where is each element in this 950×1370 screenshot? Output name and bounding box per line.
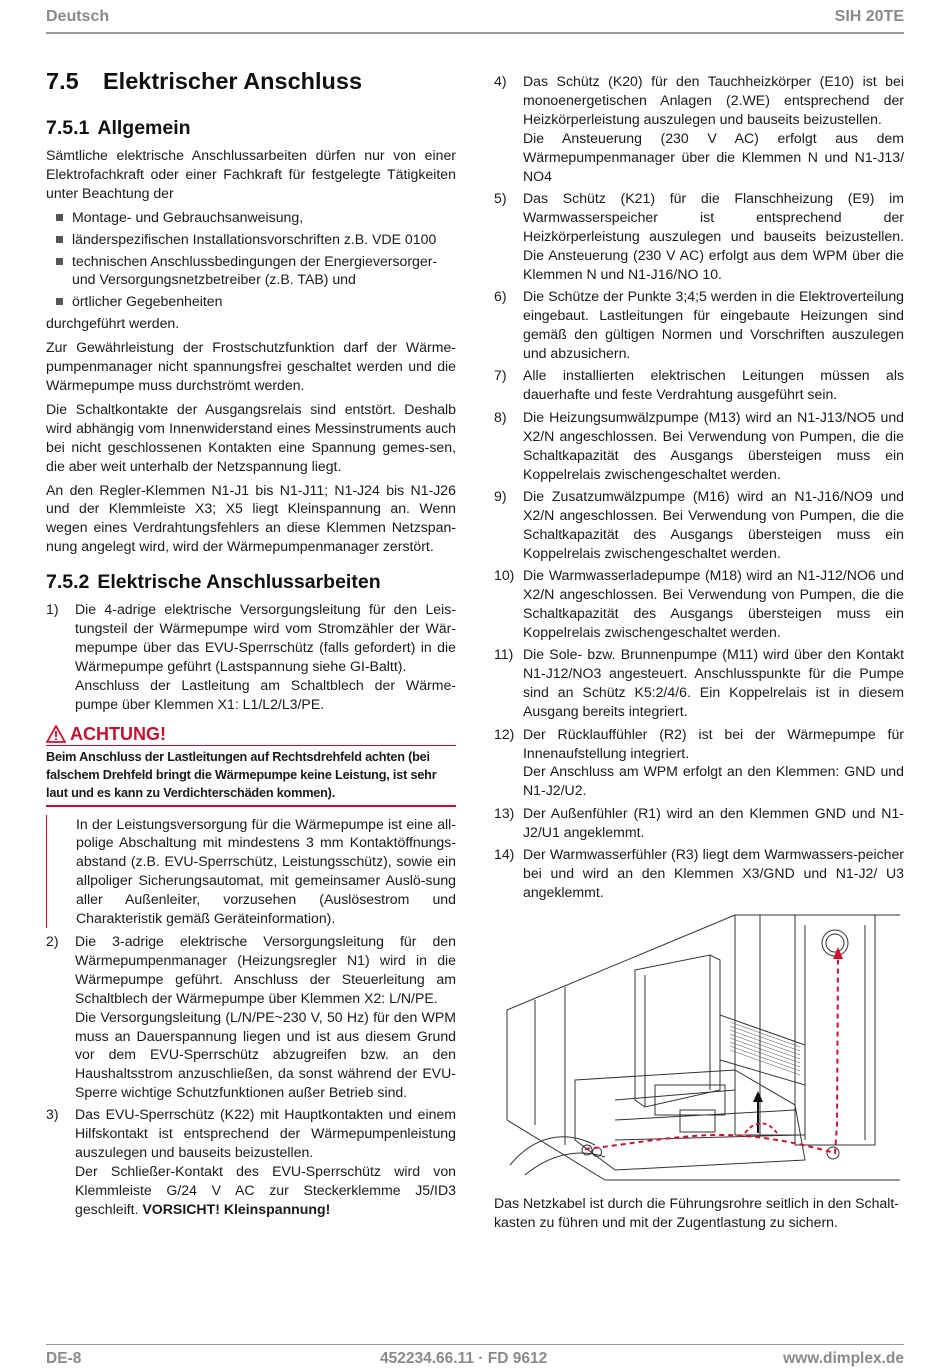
bullet-square-icon [56, 214, 63, 221]
header-divider [46, 32, 904, 34]
warning-continuation [46, 815, 456, 928]
connection-steps-list [46, 600, 456, 713]
list-item: 2) Die 3-adrige elektrische Versorgungsleitung für den Wärmepumpenmanager (Heizungsregler N1) wird in die Wärmepumpe geführt. Anschluss der Steuerleitung am Schaltblech der Wärmepumpe über Klemmen X2: L/N/PE. Die Versorgungsleitung (L/N/PE~230 V, 50 Hz) für den WPM muss an Dauerspannung liegen und ist aus diesem Grund vor dem EVU-Sperrschütz abzugreifen bzw. an den Haushaltsstrom anzuschließen, da sonst während der EVU-Sperre wichtige Schutzfunktionen außer Betrieb sind. [46, 933, 456, 1101]
list-item: 12) Der Rücklauffühler (R2) ist bei der Wärmepumpe für Innenaufstellung integriert. Der Anschluss am WPM erfolgt an den Klemmen: GND und N1-J2/U2. [494, 725, 904, 799]
list-item: 14) Der Warmwasserfühler (R3) liegt dem Warmwassers-peicher bei und wird an den Klemmen X3/GND und N1-J2/ U3 angeklemmt. [494, 846, 904, 901]
left-column [46, 66, 456, 1222]
section-heading: 7.5 Elektrischer Anschluss [46, 68, 363, 94]
bullet-square-icon [56, 236, 63, 243]
list-item: 11) Die Sole- bzw. Brunnenpumpe (M11) wird über den Kontakt N1-J12/NO3 angesteuert. Anschlusspunkte für die Pumpe sind an Schütz K5:2/4/6. Ein Koppelrelais ist in diesem Ausgang bereits integriert. [494, 646, 904, 720]
caution-low-voltage: VORSICHT! Kleinspannung! [142, 1200, 331, 1217]
paragraph: An den Regler-Klemmen N1-J1 bis N1-J11; N1-J24 bis N1-J26 und der Klemmleiste X3; X5 liegt Kleinspannung an. Wenn wegen eines Verdrahtungsfehlers an diese Klemmen Netzspan-nung angelegt wird, wird der Wärmepumpenmanager zerstört. [46, 481, 456, 555]
paragraph: Die Schaltkontakte der Ausgangsrelais sind entstört. Deshalb wird abhängig vom Innenwiderstand eines Messinstruments auch bei nicht geschlossenen Kontakten eine Spannung gemes-sen, die aber weit unterhalb der Netzspannung liegt. [46, 400, 456, 474]
figure-caption: Das Netzkabel ist durch die Führungsrohre seitlich in den Schalt-kasten zu führen und mit der Zugentlastung zu sichern. [494, 1195, 900, 1230]
header-model: SIH 20TE [834, 8, 904, 25]
list-item: 1) Die 4-adrige elektrische Versorgungsleitung für den Leis-tungsteil der Wärmepumpe wird vom Stromzähler der Wär-mepumpe über das EVU-Sperrschütz (falls gefordert) in die Wärmepumpe geführt (Lastspannung siehe GI-Baltt). Anschluss der Lastleitung am Schaltblech der Wärme-pumpe über Klemmen X1: L1/L2/L3/PE. [46, 601, 456, 712]
right-column [494, 72, 904, 906]
subsection-heading-allgemein: 7.5.1 Allgemein [46, 117, 191, 139]
footer-divider [46, 1344, 904, 1345]
list-item: 6) Die Schütze der Punkte 3;4;5 werden in die Elektroverteilung eingebaut. Lastleitungen für eingebaute Heizungen sind gemäß den gültigen Normen und Vorschriften auszulegen und abzusichern. [494, 288, 904, 361]
list-item: 3) Das EVU-Sperrschütz (K22) mit Hauptkontakten und einem Hilfskontakt ist entsprechend der Wärmepumpenleistung auszulegen und bauseits beizustellen. Der Schließer-Kontakt des EVU-Sperrschütz wird von Klemmleiste G/24 V AC zur Steckerklemme J5/ID3 geschleift. VORSICHT! Kleinspannung! [46, 1106, 456, 1217]
list-item: 13) Der Außenfühler (R1) wird an den Klemmen GND und N1-J2/U1 angeklemmt. [494, 804, 904, 840]
list-item: 9) Die Zusatzumwälzpumpe (M16) wird an N1-J16/NO9 und X2/N angeschlossen. Bei Verwendung von Pumpen, die die Schaltkapazität des Ausgangs übersteigen muss ein Koppelrelais zwischengeschaltet werden. [494, 488, 904, 561]
list-item: 5) Das Schütz (K21) für die Flanschheizung (E9) im Warmwasserspeicher ist entsprechend der Heizkörperleistung auszulegen und bauseits beizustellen. Die Ansteuerung (230 V AC) erfolgt aus dem WPM über die Klemmen N und N1-J16/NO 10. [494, 190, 904, 282]
paragraph: Zur Gewährleistung der Frostschutzfunktion darf der Wärme-pumpenmanager nicht spannungsfrei geschaltet werden und die Wärmepumpe muss durchströmt werden. [46, 339, 456, 393]
requirements-list [46, 208, 456, 312]
subsection-heading-anschlussarbeiten: 7.5.2 Elektrische Anschlussarbeiten [46, 571, 381, 594]
footer-page-number: DE-8 [46, 1350, 82, 1367]
bullet-square-icon [56, 258, 63, 265]
list-item: 10) Die Warmwasserladepumpe (M18) wird an N1-J12/NO6 und X2/N angeschlossen. Bei Verwendung von Pumpen, die die Schaltkapazität des Ausgangs übersteigen muss ein Koppelrelais zwischengeschaltet werden. [494, 567, 904, 640]
connection-steps-list-continued [46, 932, 456, 1219]
warning-title: ACHTUNG! [46, 724, 456, 746]
paragraph: In der Leistungsversorgung für die Wärmepumpe ist eine all-polige Abschaltung mit mindestens 3 mm Kontaktöffnungs-abstand (z.B. EVU-Sperrschütz, Leistungsschütz), sowie ein allpoliger Sicherungsautomat, mit gemeinsamer Auslö-sung aller Außenleiter, vorzusehen (Auslösestrom und Charakteristik gemäß Geräteinformation). [76, 815, 456, 927]
warning-text: Beim Anschluss der Lastleitungen auf Rechtsdrehfeld achten (bei falschem Drehfeld bringt die Wärmepumpe keine Leistung, ist sehr laut und es kann zu Verdichterschäden kommen). [46, 749, 437, 800]
list-item: 8) Die Heizungsumwälzpumpe (M13) wird an N1-J13/NO5 und X2/N angeschlossen. Bei Verwendung von Pumpen, die die Schaltkapazität des Ausgangs übersteigen muss ein Koppelrelais zwischengeschaltet werden. [494, 408, 904, 482]
cable-routing-illustration [505, 895, 905, 1190]
warning-triangle-icon [46, 725, 66, 743]
footer-document-number: 452234.66.11 · FD 9612 [380, 1350, 548, 1367]
list-item: länderspezifischen Installationsvorschriften z.B. VDE 0100 [46, 230, 456, 249]
bullet-square-icon [56, 298, 63, 305]
warning-box [46, 724, 456, 807]
list-item: Montage- und Gebrauchsanweisung, [46, 208, 456, 227]
list-item: technischen Anschlussbedingungen der Energieversorger- und Versorgungsnetzbetreiber (z.B. TAB) und [46, 252, 456, 290]
paragraph: durchgeführt werden. [46, 315, 180, 332]
header-language: Deutsch [46, 8, 110, 25]
footer-url: www.dimplex.de [783, 1350, 904, 1367]
intro-paragraph: Sämtliche elektrische Anschlussarbeiten dürfen nur von einer Elektrofachkraft oder einer Fachkraft für festgelegte Tätigkeiten unter Beachtung der [46, 147, 456, 201]
list-item: örtlicher Gegebenheiten [46, 292, 456, 311]
list-item: 4) Das Schütz (K20) für den Tauchheizkörper (E10) ist bei monoenergetischen Anlagen (2.WE) entsprechend der Heizkörperleistung auszulegen und bauseits beizustellen. Die Ansteuerung (230 V AC) erfolgt aus dem Wärmepumpenmanager über die Klemmen N und N1-J13/ NO4 [494, 73, 904, 184]
connection-steps-list-right [494, 72, 904, 902]
list-item: 7) Alle installierten elektrischen Leitungen müssen als dauerhafte und feste Verdrahtung ausgeführt sein. [494, 367, 904, 403]
